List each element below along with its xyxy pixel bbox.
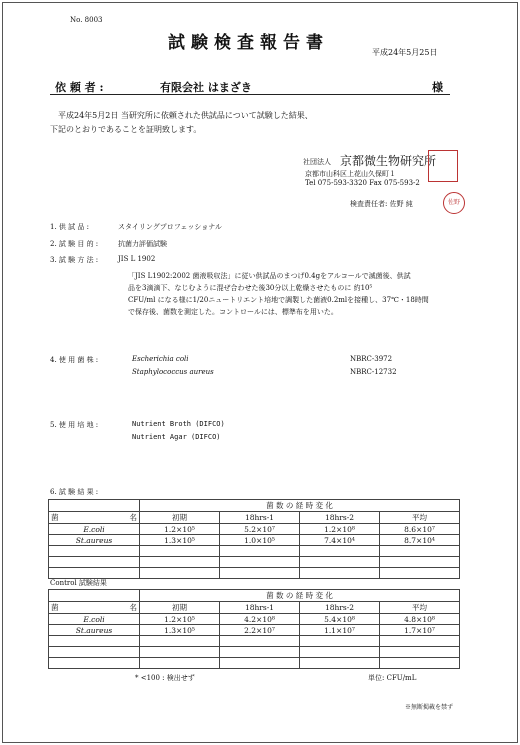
table-row [49, 658, 460, 669]
results-col-strain: 菌 名 [49, 512, 140, 524]
footnote: * <100 : 検出せず [135, 674, 195, 682]
results-col-18hrs-1: 18hrs-1 [220, 512, 300, 524]
strain-1-name: Escherichia coli [132, 355, 189, 363]
unit-label: 単位: CFU/mL [368, 674, 417, 682]
control-table [48, 589, 460, 669]
medium-2: Nutrient Agar (DIFCO) [132, 433, 221, 441]
item1-value: スタイリングプロフェッショナル [118, 223, 222, 231]
document-number: No. 8003 [70, 16, 103, 24]
org-stamp [428, 150, 458, 182]
table-row [49, 557, 460, 568]
results-col-average: 平均 [380, 512, 460, 524]
method-line-2: 品を3滴滴下、なじむように混ぜ合わせた後30分以上乾燥させたものに 約10⁵ [128, 284, 373, 292]
control-col-18hrs-1: 18hrs-1 [220, 602, 300, 614]
item4-label: 4. 使 用 菌 株 : [50, 356, 99, 364]
table-row [49, 636, 460, 647]
control-col-strain: 菌 名 [49, 602, 140, 614]
control-col-18hrs-2: 18hrs-2 [300, 602, 380, 614]
strain-2-name: Staphylococcus aureus [132, 368, 214, 376]
table-row: E.coli 1.2×10⁵ 5.2×10⁷ 1.2×10⁸ 8.6×10⁷ [49, 524, 460, 535]
client-name: 有限会社 はまざき [160, 81, 252, 94]
results-table [48, 499, 460, 579]
table-row: St.aureus 1.3×10⁵ 2.2×10⁷ 1.1×10⁷ 1.7×10⁷ [49, 625, 460, 636]
client-label: 依 頼 者 : [55, 81, 104, 94]
table-row: St.aureus 1.3×10⁵ 1.0×10⁵ 7.4×10⁴ 8.7×10⁴ [49, 535, 460, 546]
org-address: 京都市山科区上花山久保町１ [305, 170, 396, 178]
table-row [49, 647, 460, 658]
issue-date: 平成24年5月25日 [372, 48, 438, 57]
table-row [49, 568, 460, 579]
method-line-4: で保存後、菌数を測定した。コントロールには、標準布を用いた。 [128, 308, 338, 316]
item5-label: 5. 使 用 培 地 : [50, 421, 99, 429]
item6-label: 6. 試 験 結 果 : [50, 488, 99, 496]
results-col-18hrs-2: 18hrs-2 [300, 512, 380, 524]
table-row: E.coli 1.2×10⁵ 4.2×10⁸ 5.4×10⁸ 4.8×10⁸ [49, 614, 460, 625]
item3-label: 3. 試 験 方 法 : [50, 256, 99, 264]
results-col-initial: 初期 [140, 512, 220, 524]
inspector-label: 検査責任者: 佐野 純 [350, 200, 413, 208]
org-prefix: 社団法人 [303, 158, 331, 166]
strain-1-id: NBRC-3972 [350, 355, 393, 363]
intro-line-2: 下記のとおりであることを証明致します。 [50, 125, 202, 134]
method-line-3: CFU/ml になる様に1/20ニュートリエント培地で調製した菌液0.2mlを接種し、37℃・18時間 [128, 296, 429, 304]
org-name: 京都微生物研究所 [340, 154, 437, 168]
strain-2-id: NBRC-12732 [350, 368, 397, 376]
control-group-header: 菌 数 の 経 時 変 化 [140, 590, 460, 602]
item3-value: JIS L 1902 [118, 255, 156, 263]
inspector-seal: 佐野 [443, 192, 465, 214]
org-tel-fax: Tel 075-593-3320 Fax 075-593-2 [305, 179, 420, 187]
medium-1: Nutrient Broth (DIFCO) [132, 420, 225, 428]
document-title: 試験検査報告書 [168, 33, 329, 53]
client-honorific: 様 [432, 81, 443, 94]
item1-label: 1. 供 試 品 : [50, 223, 89, 231]
no-reprint-notice: ※無断掲載を禁ず [405, 704, 454, 711]
results-group-header: 菌 数 の 経 時 変 化 [140, 500, 460, 512]
item2-value: 抗菌力評価試験 [118, 240, 167, 248]
item2-label: 2. 試 験 目 的 : [50, 240, 99, 248]
intro-line-1: 平成24年5月2日 当研究所に依頼された供試品について試験した結果、 [58, 111, 313, 120]
table-row [49, 546, 460, 557]
control-label: Control 試験結果 [50, 579, 107, 587]
method-line-1: 「JIS L1902:2002 菌液吸収法」に従い供試品のまつげ0.4gをアルコールで滅菌後、供試 [128, 272, 411, 280]
control-col-average: 平均 [380, 602, 460, 614]
client-underline [50, 94, 450, 95]
control-col-initial: 初期 [140, 602, 220, 614]
